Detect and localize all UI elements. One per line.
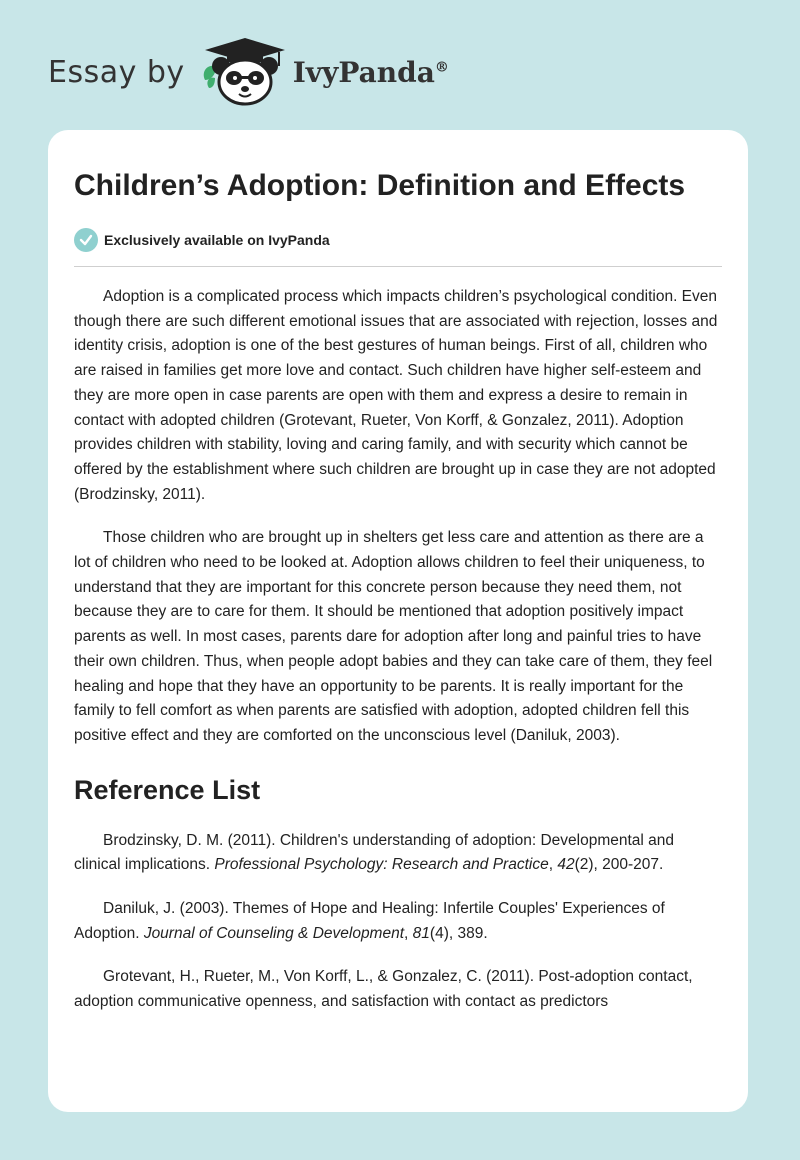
reference-item: Brodzinsky, D. M. (2011). Children's understanding of adoption: Developmental and clinical implications. Professional Psychology: Research and Practice, 42(2), 200-207. xyxy=(74,831,675,874)
paragraph: Those children who are brought up in shelters get less care and attention as there are a lot of children who need to be looked at. Adoption allows children to feel their uniqueness, to understand that they are important for this concrete person because they need them, not because they are to care for them. It should be mentioned that adoption positively impact parents as well. In most cases, parents dare for adoption after long and painful tries to have their own children. Thus, when people adopt babies and they can take care of them, they feel healing and hope that they have an opportunity to be parents. It is really important for the family to fell comfort as when parents are satisfied with adoption, adopted children fell this positive effect and they are comforted on the unconscious level (Daniluk, 2003). xyxy=(74,529,713,744)
exclusive-badge-label: Exclusively available on IvyPanda xyxy=(104,232,330,248)
essay-body xyxy=(74,285,722,749)
reference-list xyxy=(74,829,722,1015)
page-title: Children’s Adoption: Definition and Effects xyxy=(74,169,686,202)
reference-item: Daniluk, J. (2003). Themes of Hope and Healing: Infertile Couples' Experiences of Adoption. Journal of Counseling & Development, 81(4), 389. xyxy=(74,900,665,942)
reference-list-heading: Reference List xyxy=(74,774,261,805)
exclusive-badge xyxy=(74,228,722,252)
brand-name[interactable]: IvyPanda® xyxy=(292,55,449,89)
reference-item: Grotevant, H., Rueter, M., Von Korff, L., & Gonzalez, C. (2011). Post-adoption contact, adoption communicative openness, and satisfaction with contact as predictors xyxy=(74,968,693,1011)
essay-card xyxy=(48,130,748,1112)
paragraph: Adoption is a complicated process which impacts children’s psychological condition. Even though there are such different emotional issues that are associated with rejection, losses and identity crisis, adoption is one of the best gestures of human beings. First of all, children who are raised in families get more love and contact. Such children have higher self-esteem and they are more open in case parents are open with them and express a desire to remain in contact with adopted children (Grotevant, Rueter, Von Korff, & Gonzalez, 2011). Adoption provides children with stability, loving and caring family, and with security which cannot be offered by the establishment where such children are brought up in case they are not adopted (Brodzinsky, 2011). xyxy=(74,288,718,503)
essay-by-label: Essay by xyxy=(48,54,185,90)
check-icon xyxy=(74,228,98,252)
panda-logo-icon[interactable] xyxy=(199,36,291,108)
divider xyxy=(74,266,722,267)
site-header xyxy=(48,36,449,108)
